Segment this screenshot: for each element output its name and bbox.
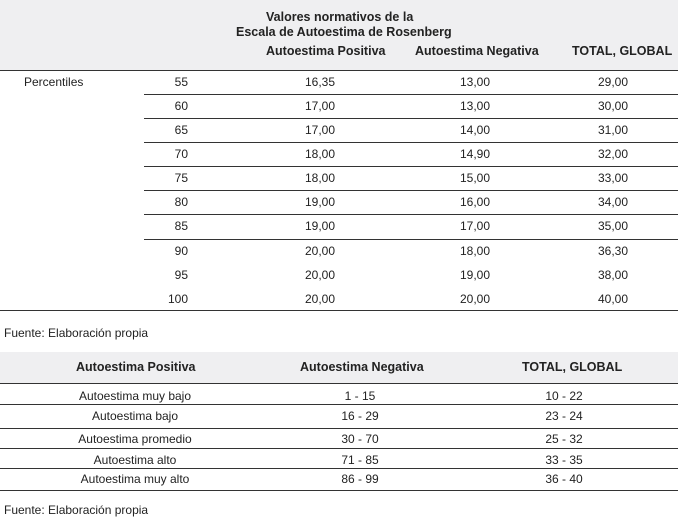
table1-percentile-cell: 65 <box>174 123 188 137</box>
table1-total-cell: 33,00 <box>597 171 629 185</box>
table1-title-line2: Escala de Autoestima de Rosenberg <box>236 25 452 39</box>
table1-negativa-cell: 16,00 <box>459 195 491 209</box>
table1-percentile-cell: 75 <box>174 171 188 185</box>
table1-positiva-cell: 18,00 <box>304 171 336 185</box>
table1-percentile-cell: 55 <box>174 75 188 89</box>
table1-percentile-cell: 90 <box>174 244 188 258</box>
table1-negativa-cell: 13,00 <box>459 75 491 89</box>
table2-row-divider <box>0 428 678 429</box>
table1-total-cell: 34,00 <box>597 195 629 209</box>
table2-label-cell: Autoestima promedio <box>78 432 192 446</box>
table2-negativa-cell: 1 - 15 <box>344 389 376 403</box>
table1-negativa-cell: 17,00 <box>459 219 491 233</box>
table2-negativa-cell: 86 - 99 <box>341 472 379 486</box>
table2-header-rule <box>0 383 678 384</box>
table1-total-cell: 38,00 <box>597 268 629 282</box>
table1-total-cell: 30,00 <box>597 99 629 113</box>
table1-header-negativa: Autoestima Negativa <box>415 44 539 58</box>
table2-label-cell: Autoestima muy alto <box>80 472 190 486</box>
table2-row-divider <box>0 468 678 469</box>
table1-row-divider <box>144 94 678 95</box>
table1-header-total: TOTAL, GLOBAL <box>572 44 673 58</box>
table1-row-divider <box>144 214 678 215</box>
table1-positiva-cell: 16,35 <box>304 75 336 89</box>
table1-total-cell: 32,00 <box>597 147 629 161</box>
table2-header-negativa: Autoestima Negativa <box>300 360 424 374</box>
table1-total-cell: 29,00 <box>597 75 629 89</box>
table2-source: Fuente: Elaboración propia <box>4 503 149 517</box>
table1-row-divider <box>144 190 678 191</box>
table1-negativa-cell: 18,00 <box>459 244 491 258</box>
table1-percentile-cell: 100 <box>167 292 188 306</box>
table1-positiva-cell: 17,00 <box>304 123 336 137</box>
table1-negativa-cell: 14,00 <box>459 123 491 137</box>
table1-negativa-cell: 13,00 <box>459 99 491 113</box>
table1-negativa-cell: 14,90 <box>459 147 491 161</box>
table1-percentile-cell: 95 <box>174 268 188 282</box>
table1-row-divider <box>144 239 678 240</box>
table1-total-cell: 40,00 <box>597 292 629 306</box>
table2-row-divider <box>0 490 678 491</box>
table1-row-divider <box>144 166 678 167</box>
table1-total-cell: 35,00 <box>597 219 629 233</box>
table2-total-cell: 33 - 35 <box>545 453 583 467</box>
table1-positiva-cell: 19,00 <box>304 195 336 209</box>
table2-row-divider <box>0 448 678 449</box>
table2-total-cell: 36 - 40 <box>545 472 583 486</box>
table2-label-cell: Autoestima alto <box>93 453 177 467</box>
table2-row-divider <box>0 404 678 405</box>
table1-positiva-cell: 17,00 <box>304 99 336 113</box>
table1-positiva-cell: 20,00 <box>304 292 336 306</box>
table1-source: Fuente: Elaboración propia <box>4 326 149 340</box>
table2-total-cell: 25 - 32 <box>545 432 583 446</box>
table2-total-cell: 10 - 22 <box>545 389 583 403</box>
table1-positiva-cell: 18,00 <box>304 147 336 161</box>
table1-percentile-cell: 70 <box>174 147 188 161</box>
table1-title-line1: Valores normativos de la <box>266 10 414 24</box>
table1-positiva-cell: 19,00 <box>304 219 336 233</box>
table2-total-cell: 23 - 24 <box>545 409 583 423</box>
table1-bottom-rule <box>0 310 678 311</box>
table1-positiva-cell: 20,00 <box>304 244 336 258</box>
table1-row-divider <box>144 142 678 143</box>
table2-label-cell: Autoestima muy bajo <box>78 389 192 403</box>
table2-negativa-cell: 16 - 29 <box>341 409 379 423</box>
table1-negativa-cell: 15,00 <box>459 171 491 185</box>
table2-header-positiva: Autoestima Positiva <box>76 360 196 374</box>
table1-percentile-cell: 80 <box>174 195 188 209</box>
table1-negativa-cell: 20,00 <box>459 292 491 306</box>
table1-percentile-cell: 85 <box>174 219 188 233</box>
table1-total-cell: 36,30 <box>597 244 629 258</box>
table2-negativa-cell: 30 - 70 <box>341 432 379 446</box>
table1-percentile-cell: 60 <box>174 99 188 113</box>
table1-row-divider <box>144 118 678 119</box>
table1-negativa-cell: 19,00 <box>459 268 491 282</box>
table1-row-label: Percentiles <box>24 75 84 89</box>
table2-header-total: TOTAL, GLOBAL <box>522 360 623 374</box>
table1-header-positiva: Autoestima Positiva <box>266 44 386 58</box>
table2-label-cell: Autoestima bajo <box>91 409 179 423</box>
table1-header-rule <box>0 70 678 71</box>
table2-negativa-cell: 71 - 85 <box>341 453 379 467</box>
table1-total-cell: 31,00 <box>597 123 629 137</box>
table1-positiva-cell: 20,00 <box>304 268 336 282</box>
